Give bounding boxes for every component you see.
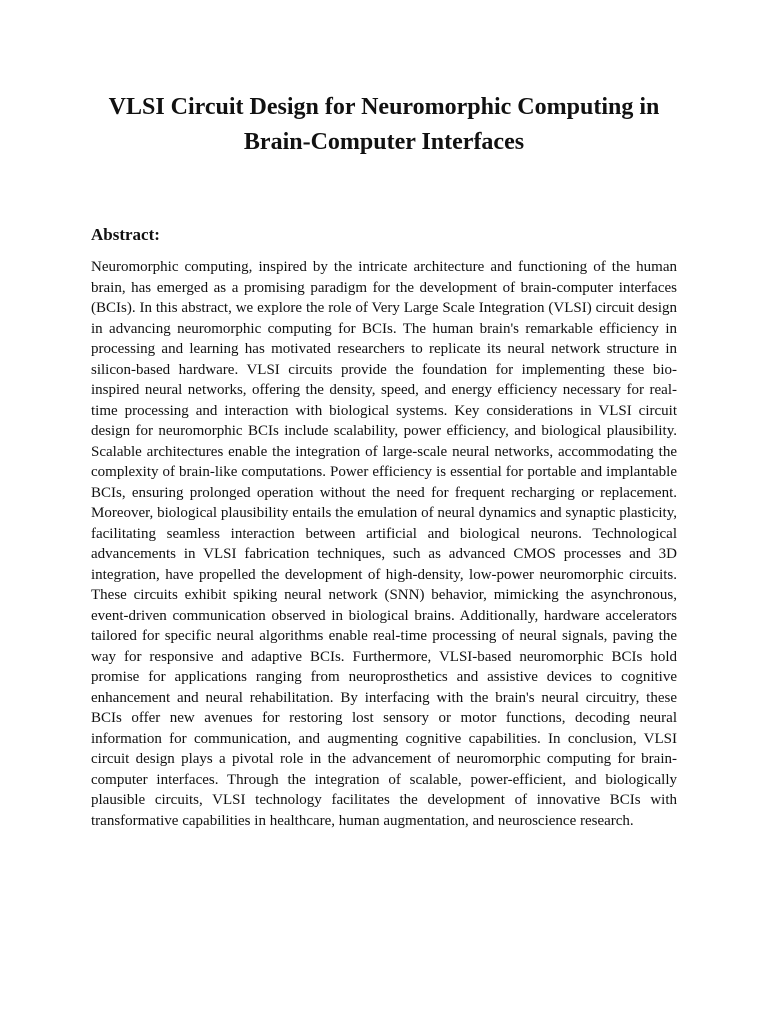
paper-title: VLSI Circuit Design for Neuromorphic Computing in Brain-Computer Interfaces (108, 94, 660, 155)
abstract-heading: Abstract: (91, 225, 160, 244)
abstract-paragraph: Neuromorphic computing, inspired by the intricate architecture and functioning of the human brain, has emerged as a promising paradigm for the development of brain-computer interfaces (BCIs). In this abstract, we explore the role of Very Large Scale Integration (VLSI) circuit design in advancing neuromorphic computing for BCIs. The human brain's remarkable efficiency in processing and learning has motivated researchers to replicate its neural network structure in silicon-based hardware. VLSI circuits provide the foundation for implementing these bio-inspired neural networks, offering the density, speed, and energy efficiency necessary for real-time processing and interaction with biological systems. Key considerations in VLSI circuit design for neuromorphic BCIs include scalability, power efficiency, and biological plausibility. Scalable architectures enable the integration of large-scale neural networks, accommodating the complexity of brain-like computations. Power efficiency is essential for portable and implantable BCIs, ensuring prolonged operation without the need for frequent recharging or replacement. Moreover, biological plausibility entails the emulation of neural dynamics and synaptic plasticity, facilitating seamless interaction between artificial and biological neurons. Technological advancements in VLSI fabrication techniques, such as advanced CMOS processes and 3D integration, have propelled the development of high-density, low-power neuromorphic circuits. These circuits exhibit spiking neural network (SNN) behavior, mimicking the asynchronous, event-driven communication observed in biological brains. Additionally, hardware accelerators tailored for specific neural algorithms enable real-time processing of neural signals, paving the way for responsive and adaptive BCIs. Furthermore, VLSI-based neuromorphic BCIs hold promise for applications ranging from neuroprosthetics and assistive devices to cognitive enhancement and neural rehabilitation. By interfacing with the brain's neural circuitry, these BCIs offer new avenues for restoring lost sensory or motor functions, decoding neural information for communication, and augmenting cognitive capabilities. In conclusion, VLSI circuit design plays a pivotal role in the advancement of neuromorphic computing for brain-computer interfaces. Through the integration of scalable, power-efficient, and biologically plausible circuits, VLSI technology facilitates the development of innovative BCIs with transformative capabilities in healthcare, human augmentation, and neuroscience research. (91, 259, 677, 829)
